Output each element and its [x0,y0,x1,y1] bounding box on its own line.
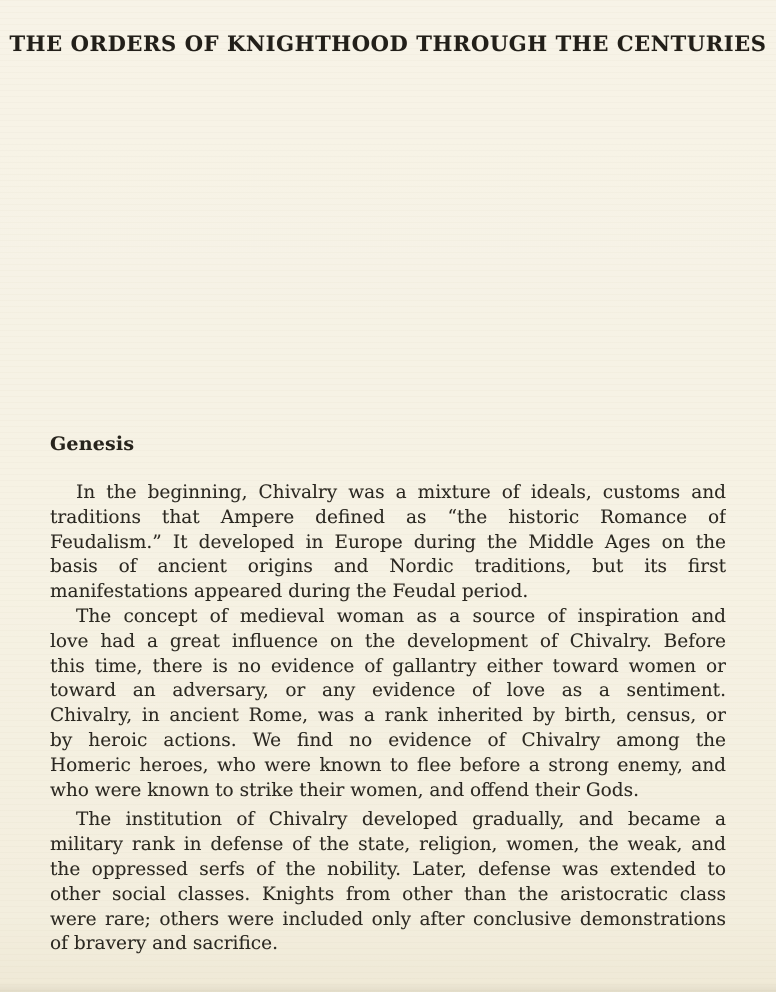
text-line: who were known to strike their women, and offend their Gods. [50,779,639,801]
text-line: military rank in defense of the state, religion, women, the weak, and [50,834,726,856]
text-line: other social classes. Knights from other than the aristocratic class [50,883,726,905]
text-line: of bravery and sacrifice. [50,933,278,955]
paragraph [50,808,726,957]
text-line: this time, there is no evidence of gallantry either toward women or [50,655,726,677]
text-line: Chivalry, in ancient Rome, was a rank inherited by birth, census, or [50,705,726,727]
text-line: toward an adversary, or any evidence of love as a sentiment. [50,680,726,702]
page-title: THE ORDERS OF KNIGHTHOOD THROUGH THE CENTURIES [9,31,767,56]
body-text [50,481,726,957]
section-heading: Genesis [50,433,135,455]
text-line: the oppressed serfs of the nobility. Later, defense was extended to [50,858,726,880]
text-line: were rare; others were included only after conclusive demonstrations [50,908,726,930]
text-line: manifestations appeared during the Feudal period. [50,581,529,603]
text-line: traditions that Ampere defined as “the historic Romance of [50,506,726,528]
paragraph [50,605,726,803]
text-line: Feudalism.” It developed in Europe during the Middle Ages on the [50,531,726,553]
text-line: Homeric heroes, who were known to flee before a strong enemy, and [50,754,726,776]
text-line: love had a great influence on the development of Chivalry. Before [50,630,726,652]
text-line: by heroic actions. We find no evidence of Chivalry among the [50,729,726,751]
text-line: The institution of Chivalry developed gradually, and became a [76,809,726,831]
text-line: In the beginning, Chivalry was a mixture of ideals, customs and [76,482,726,503]
text-line: basis of ancient origins and Nordic traditions, but its first [50,556,726,578]
text-line: The concept of medieval woman as a source of inspiration and [76,605,726,627]
paragraph [50,481,726,605]
page-bottom-shadow [0,982,776,992]
